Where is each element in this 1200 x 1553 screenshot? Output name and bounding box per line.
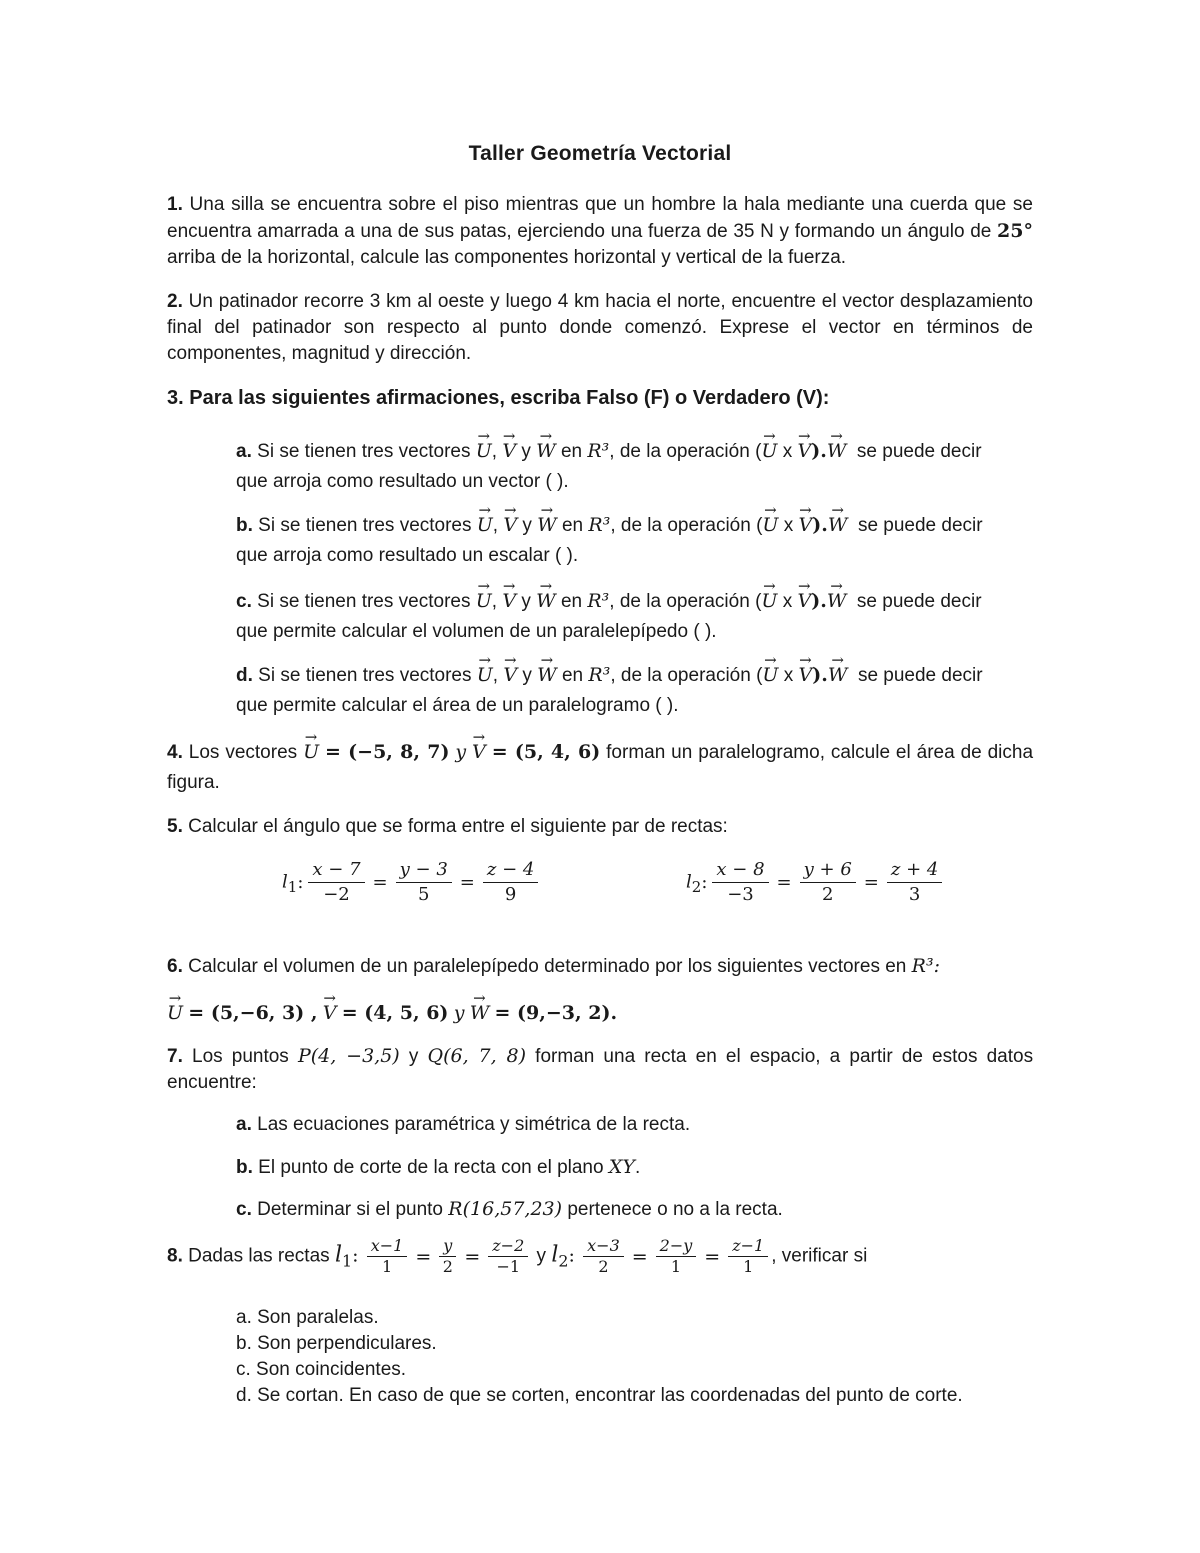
fraction-denominator: 1: [743, 1257, 754, 1276]
conj-y: y: [536, 1245, 547, 1267]
fraction-numerator: x−3: [583, 1236, 624, 1257]
point-q: Q(6, 7, 8): [427, 1045, 527, 1067]
vector-u-value: = (5,−6, 3) ,: [188, 1002, 318, 1024]
question-text: , verificar si: [771, 1245, 868, 1267]
vector-w: → W: [536, 586, 556, 616]
question-text-cont: arriba de la horizontal, calcule las componentes horizontal y vertical de la fuerza.: [167, 247, 847, 268]
vector-u: → U: [762, 660, 778, 690]
item-label: d.: [236, 665, 253, 686]
space-r3: R³: [588, 664, 611, 686]
vector-v: → V: [799, 660, 813, 690]
question-text: Los vectores: [188, 742, 298, 763]
list-item: c. Son coincidentes.: [236, 1359, 407, 1380]
item-label: a.: [236, 441, 252, 462]
item-label: b.: [236, 1157, 253, 1178]
cross-sign: x: [782, 441, 793, 462]
question-8: 8. Dadas las rectas $l_1$: $\frac{x-1}{1}$ = $\frac{y}{2}$ = $\frac{z-2}{-1}$ y $l_2$: $\frac{x-3}{2}$ = $\frac{2-y}{1}$ = $\frac{z-1}{1}$ , verificar si: [167, 1236, 868, 1276]
vector-v: → V: [323, 998, 337, 1028]
vector-v-value: = (4, 5, 6): [341, 1002, 449, 1024]
question-text: Los puntos: [192, 1046, 289, 1067]
vector-u: → U: [477, 660, 493, 690]
list-item: b. Son perpendiculares.: [236, 1333, 437, 1354]
list-item: d. Se cortan. En caso de que se corten, encontrar las coordenadas del punto de corte.: [236, 1385, 963, 1406]
item-text: Determinar si el punto: [257, 1199, 444, 1220]
q3-item-c: c. Si se tienen tres vectores → U, → V y → W en R³, de la operación (→ U x → V).→ W se puede decir que permite calcular el volumen de un paralelepípedo ( ).: [236, 586, 1016, 647]
item-text: se puede decir: [856, 441, 982, 462]
item-label: b.: [236, 515, 253, 536]
conj-y: y: [455, 741, 467, 763]
item-text: Si se tienen tres vectores: [257, 591, 471, 612]
item-text: se puede decir: [856, 591, 982, 612]
q3-item-b: b. Si se tienen tres vectores → U, → V y → W en R³, de la operación (→ U x → V).→ W se puede decir que arroja como resultado un escalar ( ).: [236, 510, 1016, 571]
question-5: [167, 814, 1033, 840]
question-text: Un patinador recorre 3 km al oeste y luego 4 km hacia el norte, encuentre el vector desplazamiento final del patinador son respecto al punto donde comenzó. Exprese el vector en términos de componentes, magnitud y dirección.: [167, 291, 1033, 364]
item-text: El punto de corte de la recta con el plano: [258, 1157, 604, 1178]
conj-y: y: [453, 1002, 465, 1024]
question-number: 6.: [167, 956, 183, 977]
op-intro: , de la operación (: [609, 591, 762, 612]
vector-w: → W: [470, 998, 490, 1028]
question-text: Calcular el ángulo que se forma entre el siguiente par de rectas:: [188, 816, 728, 837]
question-number: 1.: [167, 194, 183, 215]
q8-options: [236, 1305, 963, 1409]
conj-y: y: [522, 515, 532, 536]
vector-v: → V: [799, 510, 813, 540]
point-r: R(16,57,23): [448, 1198, 563, 1220]
op-intro: , de la operación (: [609, 441, 762, 462]
word-en: en: [560, 591, 583, 612]
item-tail: que permite calcular el volumen de un paralelepípedo ( ).: [236, 621, 717, 642]
question-number: 7.: [167, 1046, 183, 1067]
question-1: [167, 192, 1033, 271]
cross-sign: x: [782, 591, 793, 612]
op-intro: , de la operación (: [610, 665, 763, 686]
vector-w: → W: [536, 436, 556, 466]
line-subscript: 1: [341, 1251, 353, 1271]
point-p: P(4, −3,5): [297, 1045, 400, 1067]
word-en: en: [561, 515, 584, 536]
item-tail: que arroja como resultado un vector ( ).: [236, 471, 569, 492]
item-text: Si se tienen tres vectores: [257, 441, 471, 462]
line-l2-equation: $l_2$: $\frac{x - 8}{-3}$ = $\frac{y + 6}{2}$ = $\frac{z + 4}{3}$: [686, 858, 945, 907]
vector-w: → W: [537, 510, 557, 540]
angle-value: 25°: [997, 220, 1033, 242]
line-subscript: 2: [558, 1251, 569, 1271]
vector-u: → U: [476, 436, 492, 466]
vector-u: → U: [476, 586, 492, 616]
page-title: Taller Geometría Vectorial: [468, 142, 732, 165]
op-close: ).: [811, 590, 827, 612]
vector-v: → V: [797, 586, 811, 616]
fraction-numerator: x − 8: [712, 858, 768, 883]
word-en: en: [560, 441, 583, 462]
fraction-denominator: 2: [598, 1257, 609, 1276]
fraction-numerator: x−1: [367, 1236, 408, 1257]
question-2: [167, 289, 1033, 367]
cross-sign: x: [783, 515, 794, 536]
item-text: Si se tienen tres vectores: [258, 665, 472, 686]
op-close: ).: [812, 664, 828, 686]
vector-v: → V: [502, 586, 516, 616]
fraction-numerator: y − 3: [396, 858, 452, 883]
vector-v-value: = (5, 4, 6): [491, 741, 601, 763]
op-intro: , de la operación (: [610, 515, 763, 536]
vector-u-value: = (−5, 8, 7): [325, 741, 450, 763]
fraction-denominator: 9: [504, 884, 517, 905]
word-en: en: [561, 665, 584, 686]
cross-sign: x: [783, 665, 794, 686]
question-number: 8.: [167, 1245, 183, 1267]
item-tail: que permite calcular el área de un paralelogramo ( ).: [236, 695, 679, 716]
question-text: Calcular el volumen de un paralelepípedo determinado por los siguientes vectores en: [188, 956, 907, 977]
space-r3: R³:: [911, 955, 940, 977]
item-end: .: [634, 1157, 641, 1178]
question-6-vectors: [167, 998, 1033, 1029]
fraction-numerator: y: [439, 1236, 456, 1257]
item-text: Si se tienen tres vectores: [258, 515, 472, 536]
conj-y: y: [522, 665, 532, 686]
fraction-denominator: 5: [417, 884, 430, 905]
fraction-numerator: z−2: [488, 1236, 528, 1257]
line-subscript: 2: [691, 878, 702, 897]
vector-v: → V: [472, 737, 486, 767]
vector-u: → U: [477, 510, 493, 540]
fraction-denominator: 2: [821, 884, 834, 905]
item-label: a.: [236, 1114, 252, 1135]
question-6: [167, 953, 1033, 980]
question-number: 5.: [167, 816, 183, 837]
fraction-denominator: 1: [670, 1257, 682, 1276]
vector-v: → V: [502, 436, 516, 466]
q7-item-a: [236, 1112, 1016, 1138]
fraction-denominator: 1: [381, 1257, 393, 1276]
item-tail: que arroja como resultado un escalar ( ).: [236, 545, 579, 566]
fraction-numerator: z−1: [728, 1236, 768, 1257]
line-name: l: [551, 1242, 559, 1268]
list-item: a. Son paralelas.: [236, 1307, 379, 1328]
fraction-denominator: 2: [442, 1257, 453, 1276]
item-text: se puede decir: [857, 665, 983, 686]
op-close: ).: [812, 514, 828, 536]
item-label: c.: [236, 591, 252, 612]
vector-u: → U: [762, 510, 778, 540]
question-4: [167, 737, 1033, 798]
vector-w: → W: [828, 660, 848, 690]
conj-y: y: [521, 591, 531, 612]
line-name: l: [334, 1242, 342, 1268]
q3-item-d: d. Si se tienen tres vectores → U, → V y → W en R³, de la operación (→ U x → V).→ W se puede decir que permite calcular el área de un paralelogramo ( ).: [236, 660, 1016, 721]
line-name: l: [686, 871, 692, 893]
item-label: c.: [236, 1199, 252, 1220]
q3-item-a: a. Si se tienen tres vectores → U, → V y → W en R³, de la operación (→ U x → V).→ W se puede decir que arroja como resultado un vector ( ).: [236, 436, 1016, 497]
question-text: Una silla se encuentra sobre el piso mientras que un hombre la hala mediante una cuerda que se encuentra amarrada a una de sus patas, ejerciendo una fuerza de 35 N y formando un ángulo de: [167, 194, 1033, 242]
fraction-numerator: x − 7: [308, 858, 364, 883]
question-7: [167, 1043, 1033, 1096]
vector-w: → W: [827, 586, 847, 616]
vector-v: → V: [503, 660, 517, 690]
vector-w-value: = (9,−3, 2).: [494, 1002, 618, 1024]
vector-w: → W: [828, 510, 848, 540]
question-number: 2.: [167, 291, 183, 312]
vector-v: → V: [503, 510, 517, 540]
fraction-numerator: z − 4: [483, 858, 538, 883]
fraction-numerator: y + 6: [800, 858, 856, 883]
fraction-numerator: z + 4: [887, 858, 942, 883]
item-text: Las ecuaciones paramétrica y simétrica de la recta.: [257, 1114, 691, 1135]
space-r3: R³: [587, 590, 610, 612]
fraction-denominator: −1: [496, 1257, 521, 1276]
plane-xy: XY: [608, 1156, 635, 1178]
line-l1-equation: $l_1$: $\frac{x - 7}{-2}$ = $\frac{y - 3}{5}$ = $\frac{z - 4}{9}$: [282, 858, 541, 907]
fraction-denominator: −2: [323, 884, 350, 905]
op-close: ).: [811, 440, 827, 462]
vector-u: → U: [167, 998, 183, 1028]
question-text: Dadas las rectas: [188, 1245, 330, 1267]
q7-item-c: [236, 1196, 1016, 1223]
fraction-denominator: 3: [908, 884, 921, 905]
question-number: 4.: [167, 742, 183, 763]
line-name: l: [282, 871, 288, 893]
item-text: pertenece o no a la recta.: [567, 1199, 783, 1220]
q7-item-b: [236, 1154, 1016, 1181]
question-text: forman un paralelogramo, calcule el área de dicha figura.: [167, 742, 1034, 793]
vector-u: → U: [761, 436, 777, 466]
fraction-denominator: −3: [727, 884, 754, 905]
vector-u: → U: [303, 737, 319, 767]
vector-u: → U: [761, 586, 777, 616]
item-text: se puede decir: [857, 515, 983, 536]
line-subscript: 1: [287, 878, 298, 897]
question-3-heading: 3. Para las siguientes afirmaciones, escriba Falso (F) o Verdadero (V):: [167, 387, 830, 409]
vector-v: → V: [797, 436, 811, 466]
conj-y: y: [521, 441, 531, 462]
space-r3: R³: [588, 514, 611, 536]
space-r3: R³: [587, 440, 610, 462]
vector-w: → W: [827, 436, 847, 466]
question-text: forman una recta en el espacio, a partir de estos datos encuentre:: [167, 1046, 1034, 1093]
vector-w: → W: [537, 660, 557, 690]
conj-y: y: [408, 1046, 419, 1067]
fraction-numerator: 2−y: [656, 1236, 697, 1257]
